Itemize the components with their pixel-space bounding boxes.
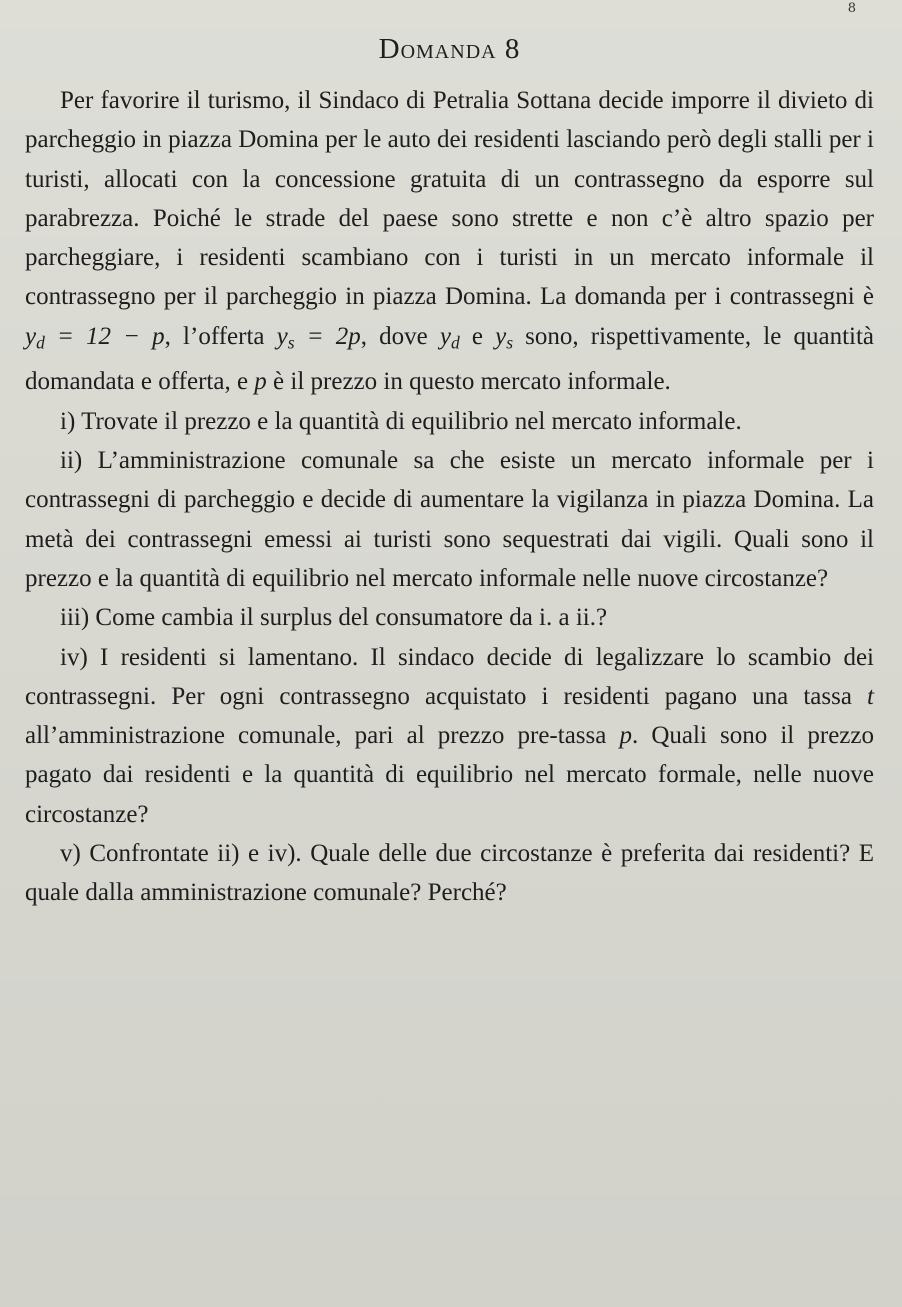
ys-variable: $y_s$ — [495, 322, 514, 353]
tax-variable: t — [867, 682, 874, 710]
intro-text-2: , l’offerta — [164, 322, 277, 350]
intro-text-1: Per favorire il turismo, il Sindaco di Petralia Sottana decide imporre il divieto di parcheggio in piazza Domina per le auto dei residenti lasciando però degli stalli per i turisti, allocati con la concessione gratuita di un contrassegno da esporre sul parabrezza. Poiché le strade del paese sono strette e non c’è altro spazio per parcheggiare, i residenti scambiano con i turisti in un mercato informale il contrassegno per il parcheggio in piazza Domina. La domanda per i contrassegni è — [25, 87, 874, 311]
supply-equation: $y_s = 2p$ — [276, 322, 361, 353]
p-variable: p — [254, 368, 267, 396]
page-number: 8 — [847, 1, 856, 16]
intro-text-5: sono, rispettivamente, le quantità domandata e offerta, e — [25, 322, 875, 396]
question-title: Domanda 8 — [378, 33, 521, 65]
question-iv-text-1: iv) I residenti si lamentano. Il sindaco decide di legalizzare lo scambio dei contrassegni. Per ogni contrassegno acquistato i residenti pagano una tassa — [25, 643, 874, 710]
question-iv-text-3: . Quali sono il prezzo pagato dai residenti e la quantità di equilibrio nel mercato formale, nelle nuove circostanze? — [25, 722, 874, 828]
question-v: v) Confrontate ii) e iv). Quale delle due circostanze è preferita dai residenti? E quale dalla amministrazione comunale? Perché? — [25, 840, 874, 907]
intro-paragraph — [25, 81, 874, 402]
yd-variable: $y_d$ — [439, 322, 460, 353]
question-i: i) Trovate il prezzo e la quantità di equilibrio nel mercato informale. — [60, 407, 742, 435]
question-iv-text-2: all’amministrazione comunale, pari al prezzo pre-tassa — [25, 722, 620, 750]
question-iii: iii) Come cambia il surplus del consumatore da i. a ii.? — [60, 604, 608, 632]
question-iv — [25, 638, 874, 834]
intro-text-4: e — [459, 322, 496, 350]
intro-text-6: è il prezzo in questo mercato informale. — [266, 368, 671, 396]
demand-equation: $y_d = 12 - p$ — [25, 322, 165, 353]
intro-text-3: , dove — [360, 322, 440, 350]
price-variable: p — [619, 722, 632, 750]
question-ii: ii) L’amministrazione comunale sa che esiste un mercato informale per i contrassegni di parcheggio e decide di aumentare la vigilanza in piazza Domina. La metà dei contrassegni emessi ai turisti sono sequestrati dai vigili. Quali sono il prezzo e la quantità di equilibrio nel mercato informale nelle nuove circostanze? — [25, 447, 874, 592]
